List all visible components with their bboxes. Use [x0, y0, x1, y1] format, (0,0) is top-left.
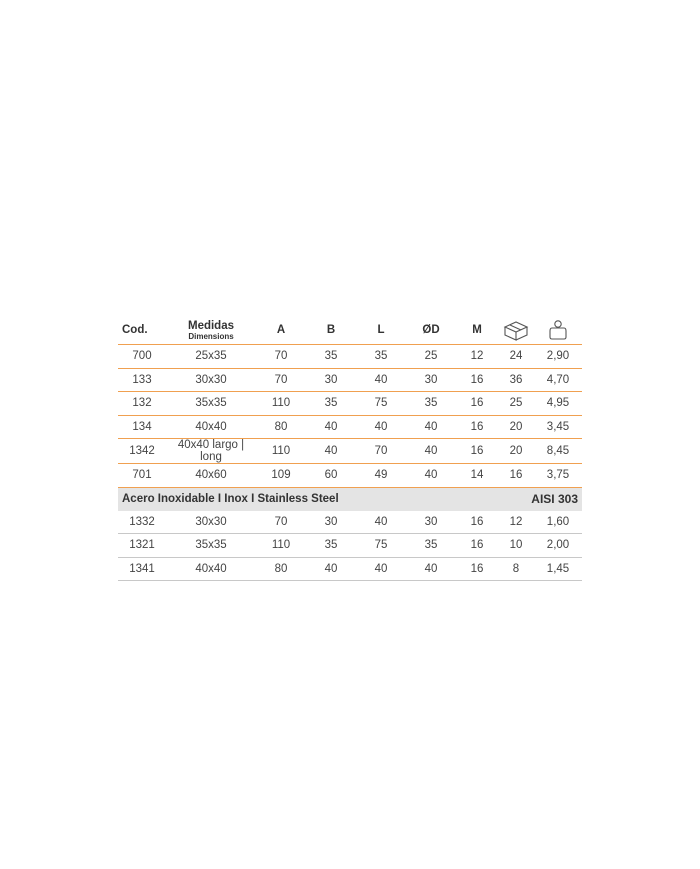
header-row	[118, 316, 582, 345]
cell-weight: 1,60	[534, 511, 582, 534]
cell-a: 70	[256, 511, 306, 534]
cell-l: 40	[356, 415, 406, 439]
cell-weight: 4,70	[534, 368, 582, 392]
box-icon	[502, 319, 530, 341]
cell-medidas: 30x30	[166, 368, 256, 392]
cell-od: 35	[406, 534, 456, 558]
table-row	[118, 345, 582, 369]
cell-m: 16	[456, 368, 498, 392]
header-l: L	[356, 316, 406, 345]
cell-od: 35	[406, 392, 456, 416]
header-box	[498, 316, 534, 345]
cell-medidas: 35x35	[166, 392, 256, 416]
cell-l: 75	[356, 392, 406, 416]
cell-medidas: 35x35	[166, 534, 256, 558]
cell-od: 25	[406, 345, 456, 369]
cell-m: 14	[456, 464, 498, 488]
cell-a: 110	[256, 392, 306, 416]
header-a: A	[256, 316, 306, 345]
cell-weight: 8,45	[534, 439, 582, 464]
cell-box-qty: 12	[498, 511, 534, 534]
cell-m: 16	[456, 534, 498, 558]
cell-m: 16	[456, 557, 498, 581]
inox-rows	[118, 511, 582, 581]
cell-a: 70	[256, 368, 306, 392]
cell-box-qty: 16	[498, 464, 534, 488]
header-od: ØD	[406, 316, 456, 345]
cell-a: 80	[256, 415, 306, 439]
cell-a: 110	[256, 439, 306, 464]
cell-m: 16	[456, 511, 498, 534]
cell-m: 16	[456, 415, 498, 439]
cell-a: 80	[256, 557, 306, 581]
cell-b: 30	[306, 368, 356, 392]
cell-m: 16	[456, 392, 498, 416]
section-row	[118, 487, 582, 511]
section-grade: AISI 303	[498, 487, 582, 511]
cell-cod: 1321	[118, 534, 166, 558]
cell-a: 109	[256, 464, 306, 488]
cell-box-qty: 36	[498, 368, 534, 392]
cell-m: 12	[456, 345, 498, 369]
cell-od: 40	[406, 464, 456, 488]
cell-cod: 132	[118, 392, 166, 416]
cell-b: 35	[306, 534, 356, 558]
header-medidas	[166, 316, 256, 345]
section-title: Acero Inoxidable I Inox I Stainless Steel	[118, 487, 498, 511]
cell-medidas: 25x35	[166, 345, 256, 369]
cell-weight: 4,95	[534, 392, 582, 416]
cell-cod: 700	[118, 345, 166, 369]
cell-m: 16	[456, 439, 498, 464]
cell-box-qty: 25	[498, 392, 534, 416]
cell-cod: 701	[118, 464, 166, 488]
header-m: M	[456, 316, 498, 345]
cell-medidas: 40x40 largo | long	[166, 439, 256, 464]
header-cod: Cod.	[118, 316, 166, 345]
cell-weight: 3,45	[534, 415, 582, 439]
cell-cod: 1332	[118, 511, 166, 534]
cell-cod: 1341	[118, 557, 166, 581]
cell-l: 75	[356, 534, 406, 558]
cell-box-qty: 20	[498, 415, 534, 439]
cell-weight: 2,00	[534, 534, 582, 558]
cell-od: 30	[406, 368, 456, 392]
steel-rows	[118, 345, 582, 488]
cell-cod: 1342	[118, 439, 166, 464]
cell-l: 40	[356, 368, 406, 392]
cell-b: 35	[306, 392, 356, 416]
cell-cod: 134	[118, 415, 166, 439]
header-dimensions-label: Dimensions	[188, 331, 234, 341]
cell-b: 35	[306, 345, 356, 369]
cell-a: 70	[256, 345, 306, 369]
cell-b: 40	[306, 415, 356, 439]
cell-od: 40	[406, 439, 456, 464]
table-row	[118, 368, 582, 392]
cell-medidas: 40x40	[166, 415, 256, 439]
cell-l: 40	[356, 557, 406, 581]
table-row	[118, 439, 582, 464]
cell-l: 40	[356, 511, 406, 534]
table-row	[118, 464, 582, 488]
header-weight	[534, 316, 582, 345]
weight-icon	[548, 319, 568, 341]
cell-od: 40	[406, 557, 456, 581]
table-row	[118, 534, 582, 558]
cell-medidas: 40x60	[166, 464, 256, 488]
cell-cod: 133	[118, 368, 166, 392]
cell-weight: 2,90	[534, 345, 582, 369]
cell-l: 35	[356, 345, 406, 369]
header-b: B	[306, 316, 356, 345]
cell-b: 60	[306, 464, 356, 488]
cell-l: 49	[356, 464, 406, 488]
cell-b: 30	[306, 511, 356, 534]
table-row	[118, 557, 582, 581]
cell-medidas: 40x40	[166, 557, 256, 581]
cell-weight: 3,75	[534, 464, 582, 488]
table-row	[118, 392, 582, 416]
cell-weight: 1,45	[534, 557, 582, 581]
cell-od: 40	[406, 415, 456, 439]
section-body	[118, 487, 582, 511]
cell-b: 40	[306, 557, 356, 581]
cell-box-qty: 24	[498, 345, 534, 369]
cell-box-qty: 8	[498, 557, 534, 581]
table-row	[118, 511, 582, 534]
cell-a: 110	[256, 534, 306, 558]
spec-table	[118, 316, 582, 581]
cell-od: 30	[406, 511, 456, 534]
header-medidas-label: Medidas	[187, 319, 234, 332]
cell-b: 40	[306, 439, 356, 464]
table-row	[118, 415, 582, 439]
cell-box-qty: 20	[498, 439, 534, 464]
cell-box-qty: 10	[498, 534, 534, 558]
cell-l: 70	[356, 439, 406, 464]
cell-medidas: 30x30	[166, 511, 256, 534]
